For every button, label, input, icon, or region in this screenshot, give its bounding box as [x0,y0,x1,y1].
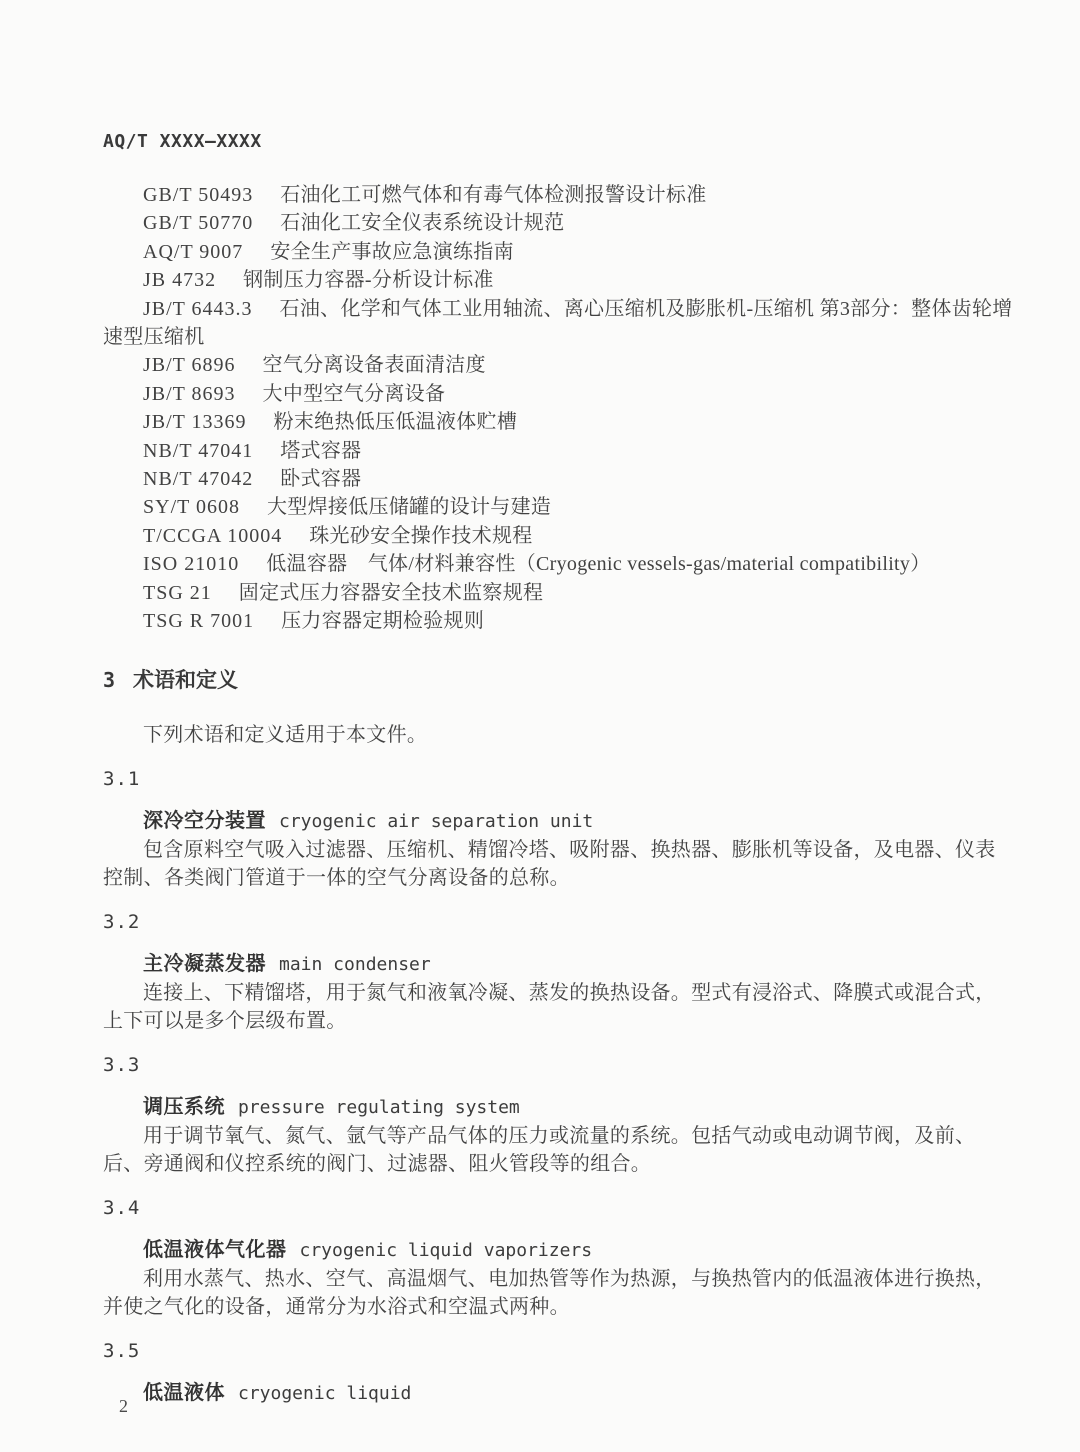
reference-code: ISO 21010 [143,553,240,576]
reference-code: T/CCGA 10004 [143,524,283,547]
term-block [103,1194,1014,1321]
reference-item [103,607,1014,635]
term-number: 3.3 [103,1053,141,1076]
section-intro: 下列术语和定义适用于本文件。 [143,723,428,746]
term-definition: 用于调节氧气、氮气、氩气等产品气体的压力或流量的系统。包括气动或电动调节阀，及前、后、旁通阀和仪控系统的阀门、过滤器、阻火管段等的组合。 [103,1124,976,1175]
term-name-zh: 低温液体 [143,1379,225,1404]
term-title-line [103,806,1014,836]
reference-code: SY/T 0608 [143,496,240,519]
reference-item [103,493,1014,521]
term-title-line [103,1378,1014,1408]
reference-item [103,522,1014,550]
reference-title: 卧式容器 [280,468,362,491]
section-title: 术语和定义 [133,667,239,692]
reference-item [103,437,1014,465]
reference-title: 压力容器定期检验规则 [281,610,485,633]
reference-title: 塔式容器 [280,439,362,462]
section-number: 3 [103,667,116,692]
reference-code: AQ/T 9007 [143,240,244,263]
term-number: 3.1 [103,767,141,790]
reference-title: 大型焊接低压储罐的设计与建造 [266,496,552,519]
running-header [103,130,1014,154]
reference-item [103,408,1014,436]
reference-item [103,295,1014,352]
term-number: 3.5 [103,1339,141,1362]
reference-code: JB/T 8693 [143,382,236,405]
reference-item [103,380,1014,408]
term-name-en: cryogenic liquid vaporizers [299,1239,593,1261]
reference-item [103,465,1014,493]
reference-code: GB/T 50770 [143,212,254,235]
term-title-line [103,1092,1014,1122]
reference-code: JB/T 6443.3 [143,297,253,320]
term-number: 3.2 [103,910,141,933]
reference-code: JB/T 6896 [143,354,236,377]
term-definition: 连接上、下精馏塔，用于氮气和液氧冷凝、蒸发的换热设备。型式有浸浴式、降膜式或混合式，上下可以是多个层级布置。 [103,981,996,1032]
term-block [103,1337,1014,1408]
reference-code: TSG 21 [143,581,212,604]
term-name-zh: 主冷凝蒸发器 [143,950,266,975]
term-title-line [103,1235,1014,1265]
reference-title: 大中型空气分离设备 [262,382,446,405]
reference-title: 石油化工可燃气体和有毒气体检测报警设计标准 [280,184,707,206]
reference-item [103,550,1014,578]
term-definition: 包含原料空气吸入过滤器、压缩机、精馏冷塔、吸附器、换热器、膨胀机等设备，及电器、仪表控制、各类阀门管道于一体的空气分离设备的总称。 [103,838,996,889]
term-name-en: main condenser [279,953,431,975]
term-block [103,1051,1014,1178]
doc-code: AQ/T XXXX—XXXX [103,131,262,152]
reference-item [103,209,1014,237]
term-name-zh: 低温液体气化器 [143,1236,287,1261]
reference-title: 低温容器 气体/材料兼容性（Cryogenic vessels-gas/material compatibility） [266,553,931,576]
reference-code: NB/T 47041 [143,439,254,462]
reference-title: 石油、化学和气体工业用轴流、离心压缩机及膨胀机-压缩机 第3部分：整体齿轮增速型压缩机 [103,297,1013,349]
reference-title: 石油化工安全仪表系统设计规范 [280,212,565,235]
section-heading [103,666,1014,694]
term-name-zh: 深冷空分装置 [143,807,266,832]
reference-code: JB/T 13369 [143,411,247,434]
term-block [103,908,1014,1035]
reference-item [103,238,1014,266]
term-name-zh: 调压系统 [143,1093,225,1118]
reference-title: 空气分离设备表面清洁度 [262,354,486,377]
reference-title: 粉末绝热低压低温液体贮槽 [273,411,518,434]
term-title-line [103,949,1014,979]
term-definition: 利用水蒸气、热水、空气、高温烟气、电加热管等作为热源，与换热管内的低温液体进行换热，并使之气化的设备，通常分为水浴式和空温式两种。 [103,1267,996,1318]
reference-item [103,266,1014,294]
page-number: 2 [119,1396,128,1416]
reference-title: 钢制压力容器-分析设计标准 [243,269,494,292]
reference-item [103,351,1014,379]
term-block [103,765,1014,892]
reference-item [103,181,1014,209]
term-name-en: cryogenic liquid [238,1382,412,1404]
reference-item [103,579,1014,607]
reference-code: JB 4732 [143,269,217,292]
reference-code: NB/T 47042 [143,468,254,491]
term-name-en: cryogenic air separation unit [279,810,594,832]
terms-container [103,765,1014,1408]
normative-references-list [103,181,1014,636]
reference-title: 固定式压力容器安全技术监察规程 [238,581,544,604]
reference-title: 珠光砂安全操作技术规程 [309,524,533,547]
reference-title: 安全生产事故应急演练指南 [270,240,514,263]
reference-code: GB/T 50493 [143,184,254,206]
term-name-en: pressure regulating system [238,1096,520,1118]
reference-code: TSG R 7001 [143,610,255,633]
term-number: 3.4 [103,1196,141,1219]
